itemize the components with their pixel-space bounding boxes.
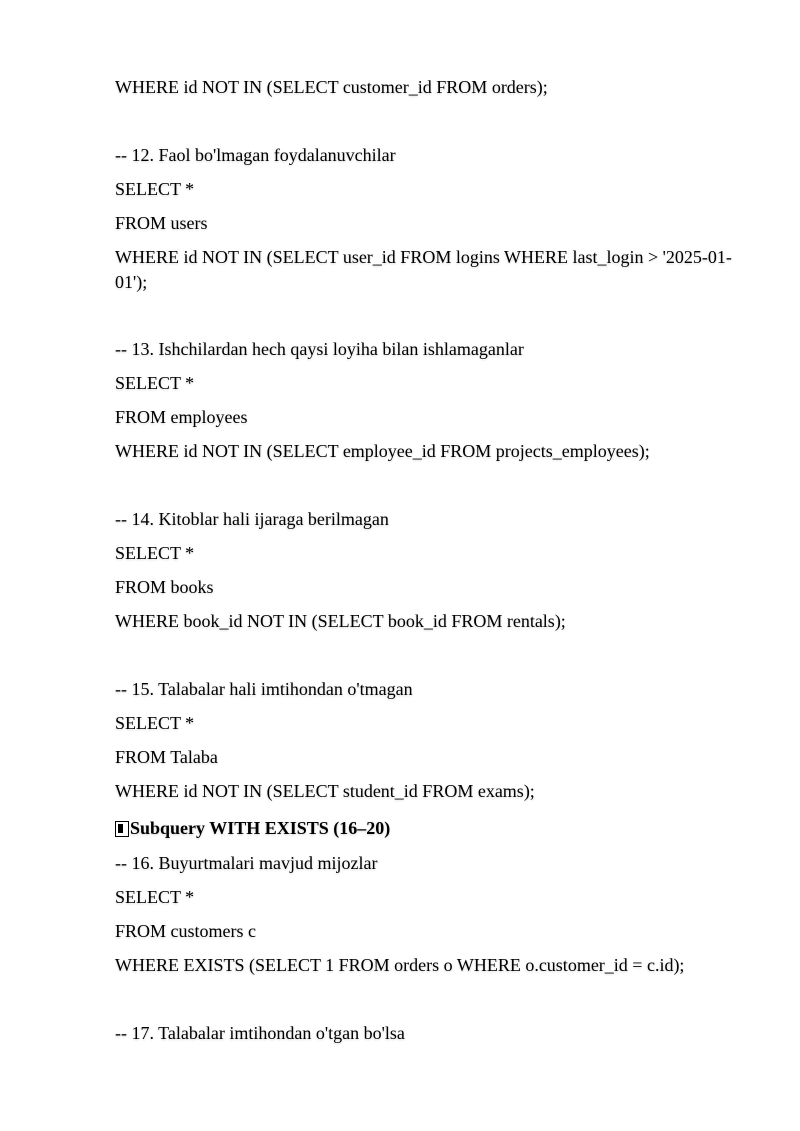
sql-line: FROM Talaba (115, 747, 218, 767)
sql-line: SELECT * (115, 543, 195, 563)
sql-line: WHERE id NOT IN (SELECT employee_id FROM projects_employees); (115, 441, 650, 461)
section-heading (115, 818, 390, 839)
sql-line: SELECT * (115, 887, 195, 907)
sql-line: WHERE EXISTS (SELECT 1 FROM orders o WHERE o.customer_id = c.id); (115, 955, 685, 975)
sql-line: SELECT * (115, 713, 195, 733)
sql-line: FROM users (115, 213, 208, 233)
sql-line: FROM books (115, 577, 214, 597)
sql-comment: -- 12. Faol bo'lmagan foydalanuvchilar (115, 145, 396, 165)
sql-line: WHERE id NOT IN (SELECT user_id FROM logins WHERE last_login > '2025-01-01'); (115, 247, 732, 292)
section-heading-text: Subquery WITH EXISTS (16–20) (130, 818, 391, 838)
sql-comment: -- 16. Buyurtmalari mavjud mijozlar (115, 853, 378, 873)
sql-comment: -- 15. Talabalar hali imtihondan o'tmagan (115, 679, 413, 699)
sql-line: WHERE book_id NOT IN (SELECT book_id FROM rentals); (115, 611, 566, 631)
sql-line: WHERE id NOT IN (SELECT student_id FROM exams); (115, 781, 535, 801)
sql-comment: -- 14. Kitoblar hali ijaraga berilmagan (115, 509, 389, 529)
sql-comment: -- 13. Ishchilardan hech qaysi loyiha bilan ishlamaganlar (115, 339, 524, 359)
sql-line: WHERE id NOT IN (SELECT customer_id FROM orders); (115, 77, 548, 97)
sql-line: SELECT * (115, 179, 195, 199)
numbered-box-icon (115, 821, 129, 837)
sql-line: FROM employees (115, 407, 248, 427)
sql-line: FROM customers c (115, 921, 256, 941)
sql-line: SELECT * (115, 373, 195, 393)
sql-comment: -- 17. Talabalar imtihondan o'tgan bo'lsa (115, 1023, 405, 1043)
